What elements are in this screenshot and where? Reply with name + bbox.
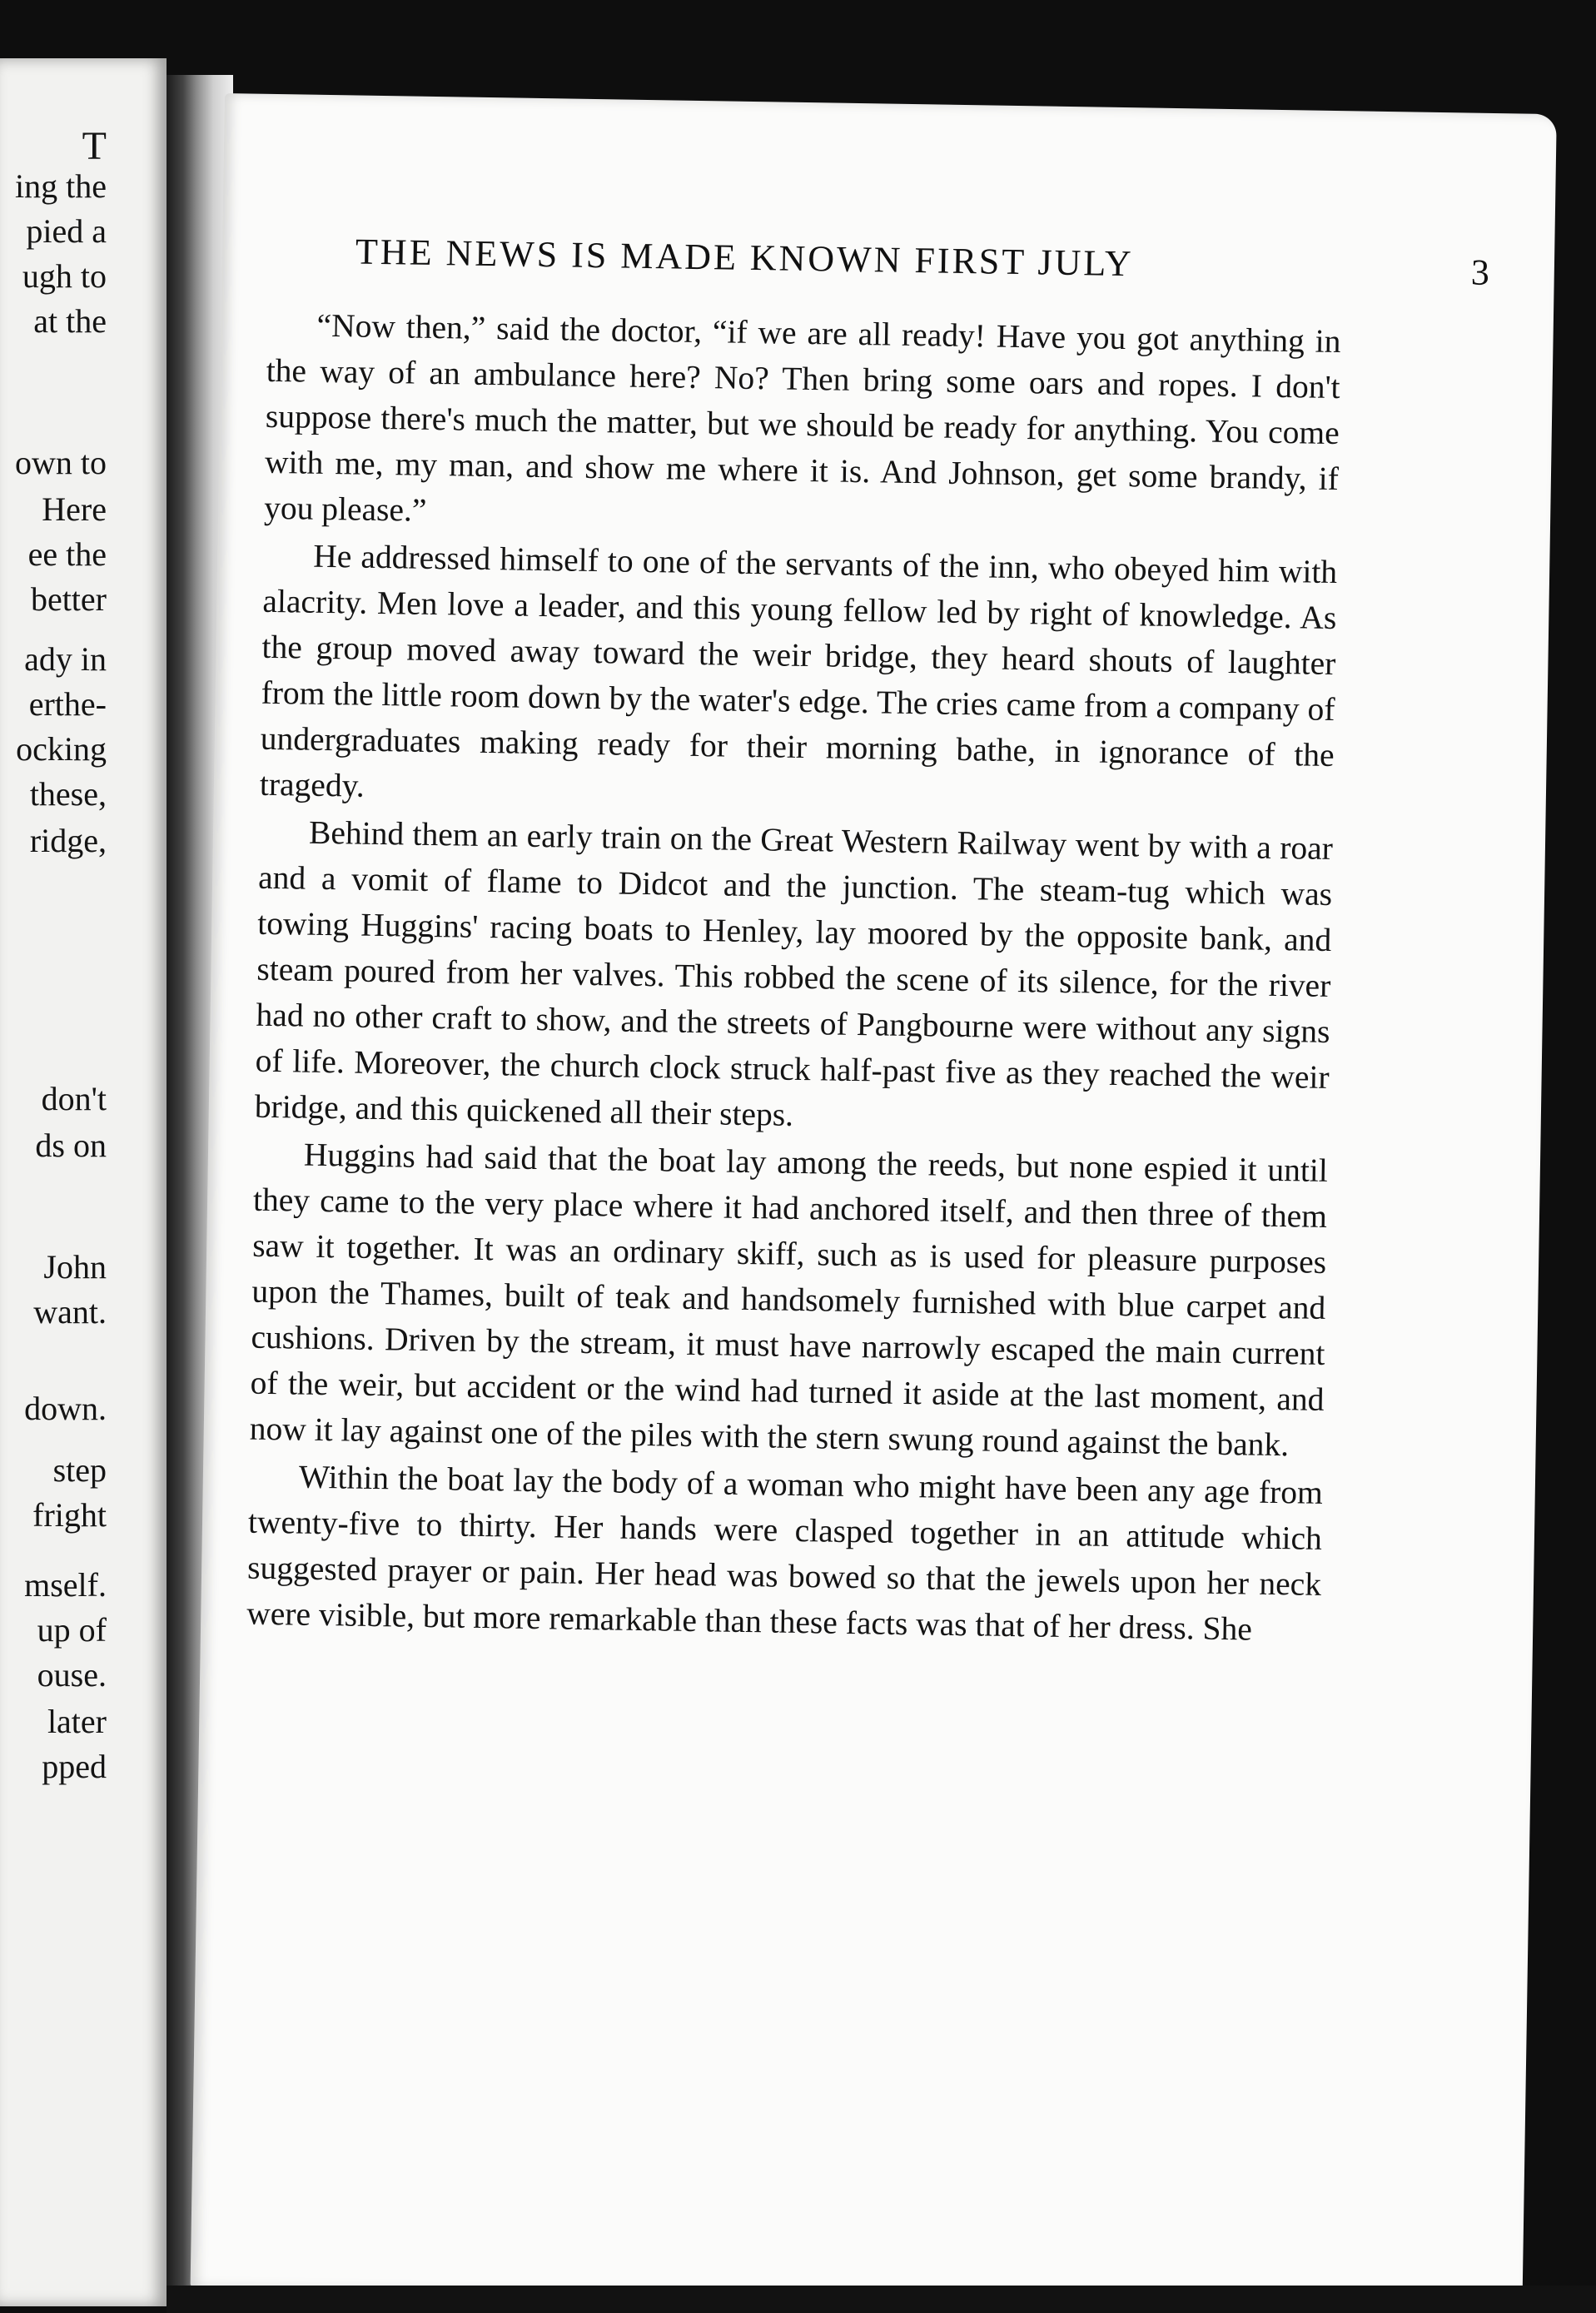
left-page-line: ridge,: [29, 822, 107, 859]
right-page: [191, 93, 1557, 2308]
left-page-line: pied a: [26, 212, 107, 250]
left-page-line: John: [43, 1248, 107, 1286]
paragraph-1: “Now then,” said the doctor, “if we are all ready! Have you got anything in the way of an ambulance here? No? Then bring some oars and ropes. I don't suppose there's much the matter, but we should be ready for anything. You come with me, my man, and show me where it is. And Johnson, get some brandy, if you please.”: [263, 306, 1341, 529]
left-page-line: Here: [42, 490, 107, 528]
paragraph-4: Huggins had said that the boat lay among the reeds, but none espied it until they came to the very place where it had anchored itself, and then three of them saw it together. It was an ordinary skiff, such as is used for pleasure purposes upon the Thames, built of teak and handsomely furnished with blue carpet and cushions. Driven by the stream, it must have narrowly escaped the main current of the weir, but accident or the wind had turned it aside at the last moment, and now it lay against one of the piles with the stern swung round against the bank.: [249, 1136, 1329, 1464]
paragraph-2: He addressed himself to one of the servants of the inn, who obeyed him with alacrity. Men love a leader, and this young fellow led by right of knowledge. As the group moved away toward the weir bridge, they heard shouts of laughter from the little room down by the water's edge. The cries came from a company of undergraduates making ready for their morning bathe, in ignorance of the tragedy.: [259, 537, 1338, 804]
left-page-line: ouse.: [37, 1656, 107, 1694]
left-page-line: want.: [33, 1293, 107, 1331]
left-page-line: own to: [15, 444, 107, 481]
left-page-line: don't: [41, 1080, 107, 1117]
page-number: 3: [1470, 251, 1490, 293]
left-page-line: pped: [42, 1748, 107, 1785]
left-page-line: fright: [32, 1496, 107, 1534]
body-text: [246, 302, 1341, 1655]
running-head: [355, 230, 1490, 293]
left-page-line: better: [30, 580, 107, 618]
scan-bottom-edge: [167, 2286, 1596, 2313]
left-page-line: mself.: [24, 1566, 107, 1604]
left-page-line: ugh to: [22, 257, 107, 295]
left-page-line: down.: [24, 1390, 107, 1427]
left-page-line: step: [52, 1451, 107, 1489]
left-page-line: T: [82, 124, 107, 168]
left-page-line: ds on: [35, 1127, 107, 1164]
left-page-line: these,: [29, 775, 107, 813]
left-page-line: ing the: [15, 167, 107, 205]
left-page-line: up of: [37, 1611, 107, 1649]
left-page-line: ee the: [27, 535, 107, 573]
left-page-line: later: [47, 1703, 107, 1740]
left-page-line: erthe-: [28, 685, 107, 723]
left-page-line: at the: [33, 302, 107, 340]
paragraph-5: Within the boat lay the body of a woman who might have been any age from twenty-five to thirty. Her hands were clasped together in an attitude which suggested prayer or pain. Her head was bowed so that the jewels upon her neck were visible, but more remarkable than these facts was that of her dress. She: [246, 1458, 1324, 1648]
paragraph-3: Behind them an early train on the Great Western Railway went by with a roar and a vomit of flame to Didcot and the junction. The steam-tug which was towing Huggins' racing boats to Henley, lay moored by the opposite bank, and steam poured from her valves. This robbed the scene of its silence, for the river had no other craft to show, and the streets of Pangbourne were without any signs of life. Moreover, the church clock struck half-past five as they reached the weir bridge, and this quickened all their steps.: [254, 813, 1334, 1133]
running-head-title: THE NEWS IS MADE KNOWN FIRST JULY: [355, 231, 1134, 285]
left-page-line: ady in: [24, 640, 107, 678]
left-facing-page: [0, 58, 167, 2306]
left-page-line: ocking: [16, 730, 107, 768]
